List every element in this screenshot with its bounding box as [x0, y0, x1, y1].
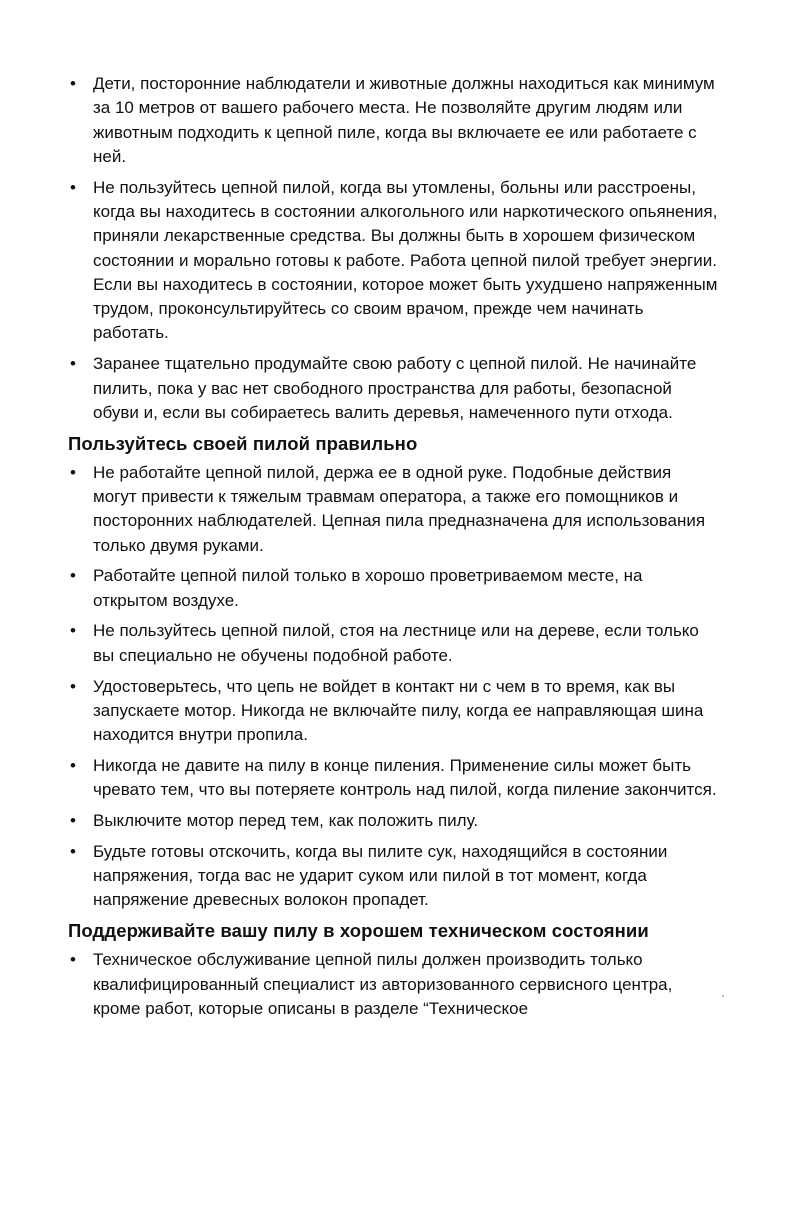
list-item	[68, 840, 718, 913]
bullet-icon: •	[70, 676, 76, 696]
section-0	[68, 72, 718, 425]
bullet-icon: •	[70, 841, 76, 861]
bullet-icon: •	[70, 950, 76, 970]
list-item	[68, 461, 718, 558]
list-item	[68, 619, 718, 668]
bullet-icon: •	[70, 755, 76, 775]
bullet-icon: •	[70, 177, 76, 197]
scan-artifact	[722, 995, 724, 997]
list-item-text: Не пользуйтесь цепной пилой, когда вы утомлены, больны или расстроены, когда вы находитесь в состоянии алкогольного или наркотического опьянения, приняли лекарственные средства. Вы должны быть в хорошем физическом состоянии и морально готовы к работе. Работа цепной пилой требует энергии. Если вы находитесь в состоянии, которое может быть ухудшено напряженным трудом, проконсультируйтесь со своим врачом, прежде чем начинать работать.	[93, 177, 718, 343]
list-item-text: Не пользуйтесь цепной пилой, стоя на лестнице или на дереве, если только вы специально не обучены подобной работе.	[93, 621, 699, 665]
list-item	[68, 675, 718, 748]
list-item	[68, 176, 718, 346]
list-item	[68, 948, 718, 1021]
bullet-icon: •	[70, 462, 76, 482]
bullet-icon: •	[70, 621, 76, 641]
bullet-icon: •	[70, 354, 76, 374]
bullet-list	[68, 72, 718, 425]
bullet-icon: •	[70, 74, 76, 93]
list-item-text: Заранее тщательно продумайте свою работу с цепной пилой. Не начинайте пилить, пока у вас нет свободного пространства для работы, безопасной обуви и, если вы собираетесь валить деревья, намеченного пути отхода.	[93, 354, 697, 422]
section-1	[68, 432, 718, 913]
list-item	[68, 352, 718, 425]
section-heading: Пользуйтесь своей пилой правильно	[68, 432, 418, 454]
list-item-text: Работайте цепной пилой только в хорошо проветриваемом месте, на открытом воздухе.	[93, 566, 643, 610]
list-item	[68, 754, 718, 803]
section-2	[68, 919, 718, 1021]
list-item-text: Дети, посторонние наблюдатели и животные должны находиться как минимум за 10 метров от вашего рабочего места. Не позволяйте другим людям или животным подходить к цепной пиле, когда вы включаете ее или работаете с ней.	[93, 74, 715, 166]
list-item-text: Удостоверьтесь, что цепь не войдет в контакт ни с чем в то время, как вы запускаете мотор. Никогда не включайте пилу, когда ее направляющая шина находится внутри пропила.	[93, 676, 704, 745]
section-heading: Поддерживайте вашу пилу в хорошем техническом состоянии	[68, 920, 649, 942]
list-item-text: Никогда не давите на пилу в конце пиления. Применение силы может быть чревато тем, что вы потеряете контроль над пилой, когда пиление закончится.	[93, 755, 717, 800]
bullet-list	[68, 948, 718, 1021]
list-item	[68, 72, 718, 169]
list-item-text: Будьте готовы отскочить, когда вы пилите сук, находящийся в состоянии напряжения, тогда вас не ударит суком или пилой в тот момент, когда напряжение древесных волокон пропадет.	[93, 841, 668, 910]
bullet-icon: •	[70, 566, 76, 586]
list-item-text: Не работайте цепной пилой, держа ее в одной руке. Подобные действия могут привести к тяжелым травмам оператора, а также его помощников и посторонних наблюдателей. Цепная пила предназначена для использования только двумя руками.	[93, 462, 706, 555]
list-item-text: Выключите мотор перед тем, как положить пилу.	[93, 811, 479, 831]
list-item	[68, 564, 718, 613]
bullet-icon: •	[70, 811, 76, 831]
bullet-list	[68, 461, 718, 913]
list-item	[68, 809, 718, 833]
list-item-text: Техническое обслуживание цепной пилы должен производить только квалифицированный специалист из авторизованного сервисного центра, кроме работ, которые описаны в разделе “Техническое	[93, 950, 673, 1018]
document-page	[68, 72, 718, 1028]
